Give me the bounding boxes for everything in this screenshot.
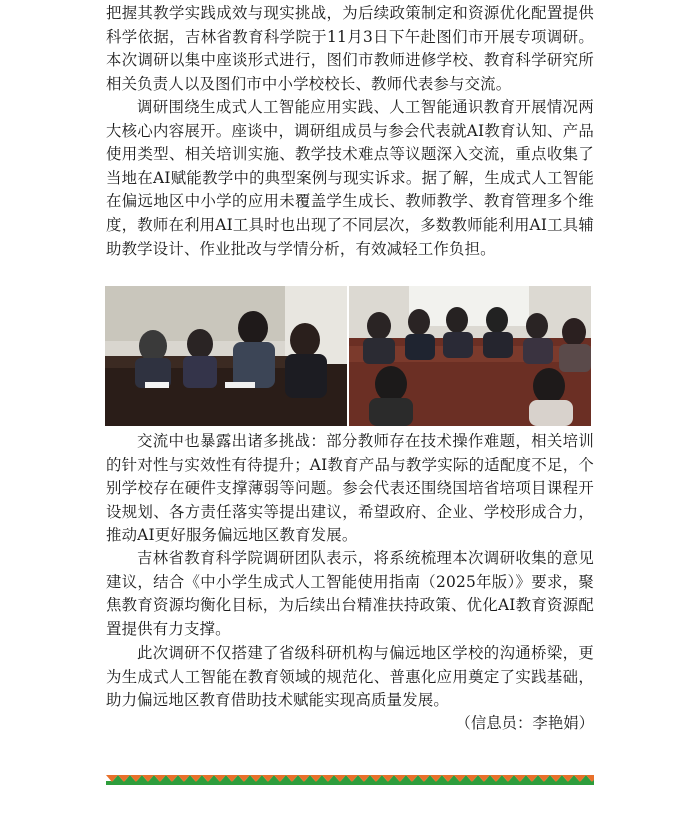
paragraph-content: 调研围绕生成式人工智能应用实践、人工智能通识教育开展情况两大核心内容展开。座谈中，调研组成员与参会代表就AI教育认知、产品使用类型、相关培训实施、教学技术难点等议题深入交流，重点收集了当地在AI赋能教学中的典型案例与现实诉求。据了解，生成式人工智能在偏远地区中小学的应用未覆盖学生成长、教师教学、教育管理多个维度，教师在利用AI工具时也出现了不同层次，多数教师能利用AI工具辅助教学设计、作业批改与学情分析，有效减轻工作负担。: [106, 98, 594, 258]
paragraph-conclusion: 吉林省教育科学院调研团队表示，将系统梳理本次调研收集的意见建议，结合《中小学生成式人工智能使用指南（2025年版）》要求，聚焦教育资源均衡化目标，为后续出台精准扶持政策、优化AI教育资源配置提供有力支撑。: [106, 549, 594, 638]
meeting-photo-right: [349, 286, 591, 426]
meeting-photo-left: [105, 286, 347, 426]
paragraph-intro: 把握其教学实践成效与现实挑战，为后续政策制定和资源优化配置提供科学依据，吉林省教育科学院于11月3日下午赴图们市开展专项调研。本次调研以集中座谈形式进行，图们市教师进修学校、教育科学研究所相关负责人以及图们市中小学校校长、教师代表参与交流。: [106, 4, 594, 93]
photo-strip: [105, 286, 591, 426]
decorative-border: [106, 770, 594, 780]
paragraph-challenges: 交流中也暴露出诸多挑战：部分教师存在技术操作难题，相关培训的针对性与实效性有待提升；AI教育产品与教学实际的适配度不足，个别学校存在硬件支撑薄弱等问题。参会代表还围绕国培省培项目课程开设规划、各方责任落实等提出建议，希望政府、企业、学校形成合力，推动AI更好服务偏远地区教育发展。: [106, 432, 594, 545]
credit-line: （信息员：李艳娟）: [455, 714, 594, 732]
paragraph-summary: 此次调研不仅搭建了省级科研机构与偏远地区学校的沟通桥梁，更为生成式人工智能在教育领域的规范化、普惠化应用奠定了实践基础，助力偏远地区教育借助技术赋能实现高质量发展。: [106, 644, 594, 710]
